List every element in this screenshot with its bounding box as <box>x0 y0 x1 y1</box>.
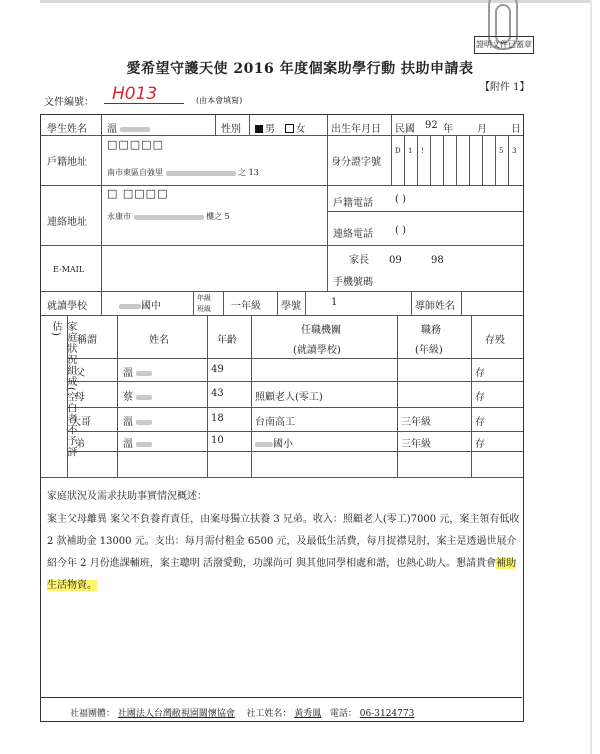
family-row-age: 49 <box>211 364 224 375</box>
dob-era: 民國 <box>395 124 415 135</box>
form-line <box>67 358 523 359</box>
form-line <box>41 185 523 186</box>
family-row-name <box>123 435 152 450</box>
gender-female: 女 <box>295 124 306 135</box>
family-header-name: 姓名 <box>149 335 169 346</box>
footer-worker: 黃秀鳳 <box>294 709 322 719</box>
form-line <box>249 115 250 135</box>
family-row-alive: 存 <box>475 368 485 379</box>
page-edge <box>590 0 592 754</box>
family-row-org: 台南高工 <box>255 417 295 428</box>
form-line <box>41 315 523 316</box>
dob-day-unit: 日 <box>511 124 521 135</box>
form-line <box>41 291 523 292</box>
contact-address <box>107 211 230 222</box>
family-row-name-value: 溫 <box>123 439 133 450</box>
redaction <box>134 215 204 220</box>
contact-phone-label: 連絡電話 <box>333 229 373 240</box>
form-line <box>461 291 462 315</box>
family-row-title: 大哥 <box>71 417 91 428</box>
student-name-label: 學生姓名 <box>47 124 87 135</box>
family-row-name <box>123 388 152 403</box>
student-number-label: 學號 <box>281 301 301 312</box>
grade-label-a: 年級 <box>197 294 211 302</box>
family-row-org-value: 國小 <box>273 439 293 450</box>
redaction <box>255 442 273 447</box>
family-row-name-value: 溫 <box>123 417 133 428</box>
checkbox-empty-icon <box>285 124 294 133</box>
id-box-divider <box>469 135 470 185</box>
contact-address-tail: 樓之 5 <box>206 212 230 221</box>
form-line <box>305 291 306 315</box>
verification-stamp: 證明文件已蓋章 <box>474 36 534 54</box>
family-row-name-value: 溫 <box>123 368 133 379</box>
doc-number-underline <box>104 103 184 104</box>
id-box-divider <box>508 135 509 185</box>
attachment-label: 【附件 1】 <box>480 82 530 93</box>
id-box-divider <box>456 135 457 185</box>
dob-year-unit: 年 <box>443 124 453 135</box>
family-row-title: 父 <box>75 368 85 379</box>
family-row-age: 43 <box>211 388 224 399</box>
email-label: E-MAIL <box>53 265 85 274</box>
family-header-org: 任職機關 <box>301 325 341 336</box>
footer-org: 社團法人台灣敝視園關懷協會 <box>117 709 235 719</box>
form-line <box>215 115 216 135</box>
family-row-age: 10 <box>211 435 224 446</box>
teacher-name-label: 導師姓名 <box>415 301 455 312</box>
redaction <box>136 442 152 447</box>
id-box-divider <box>430 135 431 185</box>
footer-worker-label: 社工姓名： <box>246 709 292 719</box>
id-digit: ! <box>421 147 424 155</box>
id-box-divider <box>443 135 444 185</box>
household-zip-boxes: □□□□□ <box>107 138 164 151</box>
doc-number-label: 文件編號： <box>44 97 94 108</box>
narrative-body <box>47 509 521 597</box>
form-line <box>397 315 398 477</box>
parent-phone-part-a: 09 <box>389 255 402 266</box>
family-section-label: 家庭狀況組成(空白者不予評估) <box>50 321 76 458</box>
form-line <box>411 291 412 315</box>
student-number-value: 1 <box>331 297 338 308</box>
household-address-value: 南市東區自強里 <box>107 168 163 177</box>
family-row-name-value: 蔡 <box>123 392 133 403</box>
redaction <box>166 171 236 176</box>
student-name-value: 溫 <box>107 124 117 135</box>
family-header-job: 職務 <box>421 325 441 336</box>
id-digit: 1 <box>408 147 413 155</box>
form-line <box>471 315 472 477</box>
school-label: 就讀學校 <box>47 301 87 312</box>
redaction <box>136 420 152 425</box>
family-header-title: 稱謂 <box>77 335 97 346</box>
family-header-job-sub: (年級) <box>415 345 443 356</box>
dob-month-unit: 月 <box>477 124 487 135</box>
id-box-divider <box>391 135 392 185</box>
redaction <box>119 304 141 309</box>
redaction <box>120 127 150 132</box>
family-row-title: 弟 <box>75 439 85 450</box>
form-line <box>277 291 278 315</box>
family-row-age: 18 <box>211 413 224 424</box>
form-line <box>101 115 102 315</box>
gender-label: 性別 <box>221 124 241 135</box>
form-line <box>41 477 523 478</box>
family-row-name <box>123 364 152 379</box>
dob-year: 92 <box>425 120 438 131</box>
narrative-highlight: 補助生活物資。 <box>47 558 517 591</box>
family-row-alive: 存 <box>475 392 485 403</box>
form-line <box>67 381 523 382</box>
id-digit: D <box>395 147 401 155</box>
family-header-age: 年齡 <box>217 335 237 346</box>
form-line <box>41 245 523 246</box>
checkbox-checked-icon <box>255 125 263 133</box>
home-phone-value: ( ) <box>395 194 406 205</box>
doc-number-value: H013 <box>112 84 158 104</box>
parent-phone-label: 手機號碼 <box>333 277 373 288</box>
form-line <box>67 451 523 452</box>
form-line <box>251 315 252 477</box>
form-line <box>391 115 392 135</box>
family-row-alive: 存 <box>475 439 485 450</box>
family-header-alive: 存殁 <box>485 335 505 346</box>
id-box-divider <box>482 135 483 185</box>
family-row-org: 照顧老人(零工) <box>255 392 323 403</box>
contact-address-label: 連絡地址 <box>47 217 87 228</box>
parent-phone-part-b: 98 <box>431 255 444 266</box>
footer-phone-label: 電話： <box>329 709 357 719</box>
form-line <box>41 135 523 136</box>
form-line <box>67 407 523 408</box>
gender-male: 男 <box>265 124 275 135</box>
family-row-org <box>255 435 293 450</box>
form-line <box>223 291 224 315</box>
form-line <box>207 315 208 477</box>
id-digit: 5 <box>499 147 504 155</box>
id-number-label: 身分證字號 <box>331 157 381 168</box>
family-row-job: 三年級 <box>401 439 431 450</box>
id-box-divider <box>417 135 418 185</box>
contact-address-value: 永康市 <box>107 212 131 221</box>
grade-value: 一年級 <box>231 301 261 312</box>
footer <box>70 706 414 719</box>
application-form <box>40 114 524 722</box>
household-address-tail: 之 13 <box>238 168 259 177</box>
contact-zip-boxes: □ □□□□ <box>107 187 169 200</box>
footer-phone: 06-3124773 <box>359 709 415 719</box>
footer-org-label: 社福團體： <box>70 709 116 719</box>
doc-number-note: (由本會填寫) <box>196 96 243 105</box>
household-address-label: 戶籍地址 <box>47 157 87 168</box>
home-phone-label: 戶籍電話 <box>333 198 373 209</box>
id-box-divider <box>404 135 405 185</box>
family-row-name <box>123 413 152 428</box>
family-header-org-sub: (就讀學校) <box>293 345 341 356</box>
gender-options <box>255 120 306 135</box>
household-address <box>107 167 259 178</box>
school-name-value: 國中 <box>141 301 161 312</box>
family-row-alive: 存 <box>475 417 485 428</box>
redaction <box>136 395 152 400</box>
parent-label: 家長 <box>349 255 369 266</box>
student-name <box>107 120 150 135</box>
narrative-text: 案主父母離異 案父不負養育責任，由案母獨立扶養 3 兄弟。收入：照顧老人(零工)7000 元，案主領有低收 2 款補助金 13000 元。支出：每月需付租金 6500 元，及最低生活費，每月捉襟見肘，案主是透過世展介紹今年 2 月份進課輔班，案主聰明 活潑愛動，功課尚可 與其他同學相處和諧，也熱心助人。懇請貴會 <box>47 514 520 569</box>
family-row-title: 母 <box>75 392 85 403</box>
form-line <box>117 315 118 477</box>
form-line <box>193 291 194 315</box>
id-digit: 3 <box>512 147 517 155</box>
dob-label: 出生年月日 <box>331 124 381 135</box>
school-name <box>119 297 161 312</box>
contact-phone-value: ( ) <box>395 225 406 236</box>
form-line <box>67 431 523 432</box>
grade-label-b: 班級 <box>197 305 211 313</box>
form-line <box>327 115 328 291</box>
narrative-heading: 家庭狀況及需求扶助事實情況概述： <box>47 491 207 502</box>
id-box-divider <box>495 135 496 185</box>
redaction <box>136 371 152 376</box>
form-title: 愛希望守護天使 2016 年度個案助學行動 扶助申請表 <box>126 61 474 77</box>
form-line <box>327 211 523 212</box>
family-row-job: 三年級 <box>401 417 431 428</box>
